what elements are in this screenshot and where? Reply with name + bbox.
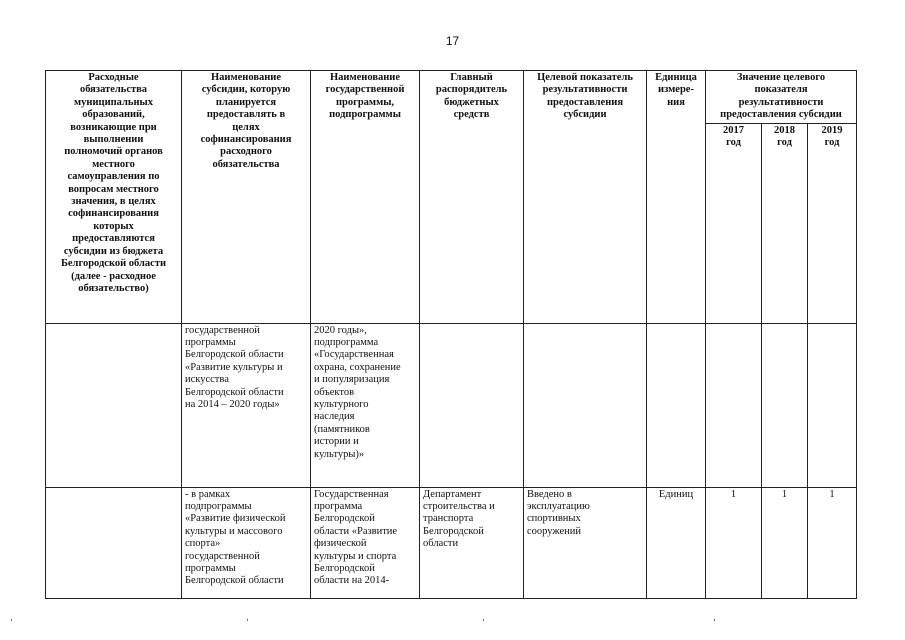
header-year-2017: 2017 год <box>706 123 762 323</box>
header-target-indicator: Целевой показатель результативности предоставления субсидии <box>524 71 647 324</box>
row2-obligation-cell <box>46 487 182 598</box>
row1-obligation-cell <box>46 323 182 487</box>
header-budget-administrator: Главный распорядитель бюджетных средств <box>420 71 524 324</box>
table-row <box>46 487 857 598</box>
row2-indicator-cell: Введено в эксплуатацию спортивных сооружений <box>524 487 647 598</box>
header-year-2018: 2018 год <box>762 123 808 323</box>
row2-unit-cell: Единиц <box>647 487 706 598</box>
header-row <box>46 71 857 124</box>
row2-value-2017: 1 <box>706 487 762 598</box>
row1-subsidy-cell: государственной программы Белгородской области «Развитие культуры и искусства Белгородской области на 2014 – 2020 годы» <box>182 323 311 487</box>
row1-administrator-cell <box>420 323 524 487</box>
table-row <box>46 323 857 487</box>
header-subsidy-name: Наименование субсидии, которую планируется предоставлять в целях софинансирования расходного обязательства <box>182 71 311 324</box>
scan-edge-mark: , <box>482 612 485 623</box>
scan-edge-mark: , <box>713 612 716 623</box>
row1-value-2018 <box>762 323 808 487</box>
row2-program-cell: Государственная программа Белгородской области «Развитие физической культуры и спорта Белгородской области на 2014- <box>311 487 420 598</box>
row1-value-2017 <box>706 323 762 487</box>
scan-edge-mark: , <box>246 612 249 623</box>
row1-program-cell: 2020 годы», подпрограмма «Государственная охрана, сохранение и популяризация объектов культурного наследия (памятников истории и культуры)» <box>311 323 420 487</box>
row2-subsidy-cell: - в рамках подпрограммы «Развитие физической культуры и массового спорта» государственной программы Белгородской области <box>182 487 311 598</box>
header-program-name: Наименование государственной программы, подпрограммы <box>311 71 420 324</box>
header-expenditure-obligations: Расходные обязательства муниципальных образований, возникающие при выполнении полномочий органов местного самоуправления по вопросам местного значения, в целях софинансирования которых предоставляются субсидии из бюджета Белгородской области (далее - расходное обязательство) <box>46 71 182 324</box>
header-year-2019: 2019 год <box>808 123 857 323</box>
row1-indicator-cell <box>524 323 647 487</box>
row2-value-2019: 1 <box>808 487 857 598</box>
header-unit: Единица измере- ния <box>647 71 706 324</box>
row2-value-2018: 1 <box>762 487 808 598</box>
row1-value-2019 <box>808 323 857 487</box>
row2-administrator-cell: Департамент строительства и транспорта Белгородской области <box>420 487 524 598</box>
page-number: 17 <box>445 34 460 48</box>
scan-edge-mark: , <box>10 612 13 623</box>
header-indicator-value: Значение целевого показателя результативности предоставления субсидии <box>706 71 857 124</box>
row1-unit-cell <box>647 323 706 487</box>
subsidy-table <box>45 70 857 599</box>
